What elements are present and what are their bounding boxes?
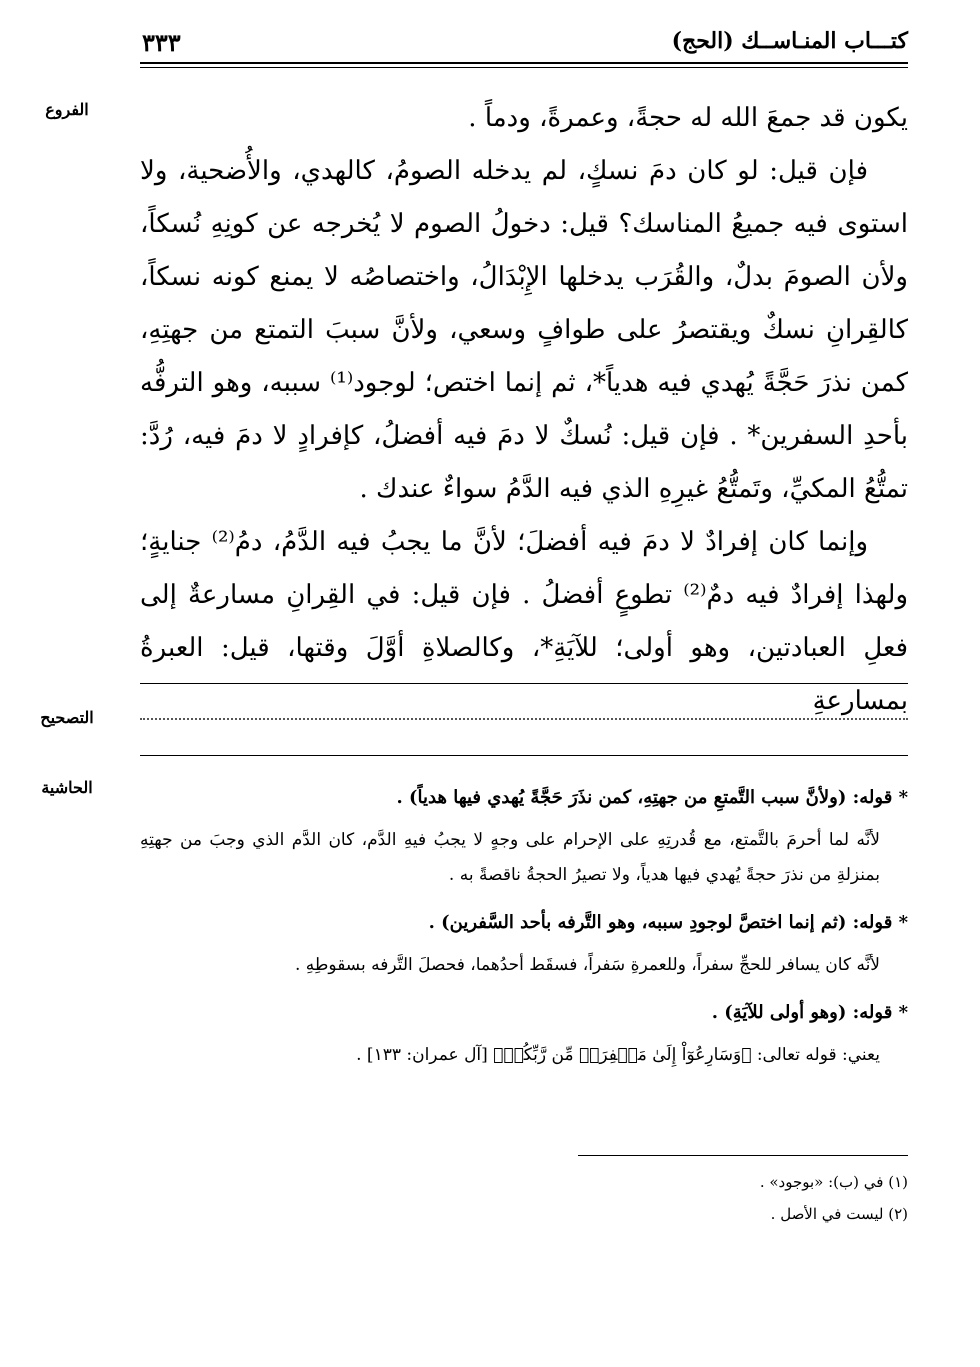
hashiya-commentary: لأنَّه كان يسافر للحجِّ سفراً، وللعمرةِ سَفراً، فسقَط أحدُهما، فحصلَ التَّرفه بسقوطِهِ . xyxy=(294,955,880,975)
tashih-dotted-line xyxy=(140,718,908,720)
page-number: ٣٣٣ xyxy=(142,28,181,57)
side-label-furu: الفروع xyxy=(45,100,89,119)
section-rule xyxy=(140,683,908,684)
side-label-hashiya: الحاشية xyxy=(41,778,93,797)
header-rule-thin xyxy=(140,67,908,68)
hashiya-commentary: يعني: قوله تعالى: ﴿وَسَارِعُوٓاْ إِلَىٰ مَغۡفِرَةٖ مِّن رَّبِّكُمۡ﴾ [آل عمران: ١٣٣] . xyxy=(356,1045,880,1065)
side-label-tashih: التصحيح xyxy=(40,708,94,727)
footnotes xyxy=(408,1166,908,1230)
main-paragraph: وإنما كان إفرادٌ لا دمَ فيه أفضلَ؛ لأنَّ ما يجبُ فيه الدَّمُ، دمُ⁽²⁾ جنايةٍ؛ ولهذا إفرادٌ فيه دمٌ⁽²⁾ تطوعٍ أفضلُ . فإن قيل: في القِرانِ مسارعةٌ إلى فعلِ العبادتين، وهو أولى؛ للآيَةِ*، وكالصلاةِ أوَّلَ وقتها، قيل: العبرةُ بمسارعةِ xyxy=(140,527,909,716)
hashiya-section xyxy=(140,780,908,1085)
running-header-title: كتـــاب المنـاســك (الحج) xyxy=(671,28,908,54)
footnote: (١) في (ب): «بوجود» . xyxy=(759,1173,908,1191)
hashiya-quote: * قوله: (ولأنَّ سبب التَّمتعِ من جهتِهِ، كمن نذَرَ حَجَّةً يُهدي فيها هدياً) . xyxy=(396,787,908,808)
header-rule xyxy=(140,62,908,64)
hashiya-commentary: لأنَّه لما أحرمَ بالتَّمتع، مع قُدرتِهِ على الإحرام على وجهٍ لا يجبُ فيهِ الدَّم، كان الدَّم الذي وجبَ من جهتِهِ بمنزلةِ من نذرَ حجةً يُهدي فيها هدياً، ولا تصيرُ الحجةُ ناقصةً به . xyxy=(140,830,880,885)
hashiya-quote: * قوله: (ثم إنما اختصَّ لوجودِ سببه، وهو التَّرفه بأحد السَّفرين) . xyxy=(428,912,908,933)
footnote-rule xyxy=(578,1155,908,1156)
main-paragraph: فإن قيل: لو كان دمَ نسكٍ، لم يدخله الصومُ، كالهدي، والأُضحية، ولا استوى فيه جميعُ المناسك؟ قيل: دخولُ الصوم لا يُخرجه عن كونِهِ نُسكاً، ولأن الصومَ بدلٌ، والقُرَب يدخلها الإِبْدَالُ، واختصاصُه لا يمنع كونه نسكاً، كالقِرانِ نسكٌ ويقتصرُ على طوافٍ وسعي، ولأنَّ سببَ التمتع من جهتِهِ، كمن نذرَ حَجَّةً يُهدي فيه هدياً*، ثم إنما اختص؛ لوجود⁽¹⁾ سببه، وهو الترفُّه بأحدِ السفرين* . فإن قيل: نُسكٌ لا دمَ فيه أفضلُ، كإفرادٍ لا دمَ فيه، رُدَّ: تمتُّعُ المكيِّ، وتَمتُّعُ غيرِهِ الذي فيه الدَّمُ سواءٌ عندك . xyxy=(140,156,908,504)
section-rule xyxy=(140,755,908,756)
hashiya-quote: * قوله: (وهو أولى للآيَةِ) . xyxy=(711,1002,908,1023)
main-text xyxy=(140,92,908,728)
footnote: (٢) ليست في الأصل . xyxy=(770,1205,908,1223)
main-paragraph: يكون قد جمعَ الله له حجةً، وعمرةً، ودماً . xyxy=(468,103,908,133)
